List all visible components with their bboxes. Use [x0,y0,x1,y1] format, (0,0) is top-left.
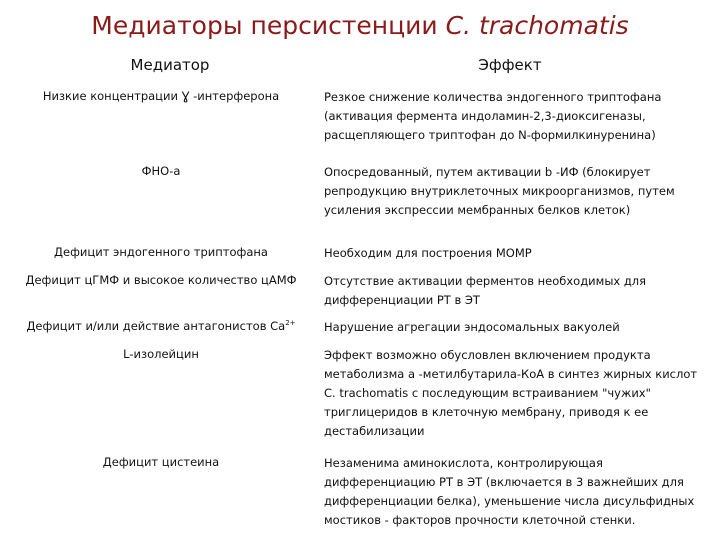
effect-line: дифференциацию РТ в ЭТ (включается в 3 важнейших для [324,475,684,489]
effect-line: Необходим для построения МОМР [324,246,532,260]
effect-cell [324,88,694,145]
effect-line: Отсутствие активации ферментов необходимых для [324,274,647,288]
effect-line: Эффект возможно обусловлен включением продукта [324,348,651,362]
effect-cell [324,244,694,263]
mediator-cell [8,318,314,335]
effect-line: (активация фермента индоламин-2,3-диоксигеназы, [324,109,646,123]
mediator-cell: Низкие концентрации Ɣ -интерферона [42,89,280,103]
effect-cell [324,318,694,337]
effect-line: дифференциации белка), уменьшение числа дисульфидных [324,494,695,508]
effect-line: расщепляющего триптофан до N-формилкинуренина) [324,128,656,142]
mediator-superscript: 2+ [285,319,296,328]
mediator-cell: Дефицит эндогенного триптофана [54,245,268,259]
mediator-cell: ФНО-а [141,164,181,178]
effect-cell [324,163,694,220]
effect-cell [324,346,698,441]
slide-title [0,10,720,42]
title-species: C. trachomatis [445,11,629,40]
title-prefix: Медиаторы персистенции [91,11,446,40]
effect-line: Нарушение агрегации эндосомальных вакуолей [324,320,620,334]
effect-cell [324,454,694,530]
column-header-mediator: Медиатор [130,56,210,74]
effect-line: мостиков - факторов прочности клеточной стенки. [324,513,636,527]
effect-line: дифференциации РТ в ЭТ [324,293,480,307]
effect-line: Незаменима аминокислота, контролирующая [324,456,603,470]
mediator-cell: Дефицит цГМФ и высокое количество цАМФ [25,273,297,287]
mediator-cell: Дефицит цистеина [102,455,220,469]
column-header-effect: Эффект [478,56,542,74]
mediator-text: Дефицит и/или действие антагонистов Са [26,319,286,333]
effect-line: усиления экспрессии мембранных белков клеток) [324,203,631,217]
effect-line: C. trachomatis с последующим встраиванием "чужих" [324,386,651,400]
effect-cell [324,272,694,310]
mediator-cell: L-изолейцин [123,347,199,361]
effect-line: репродукцию внутриклеточных микроорганизмов, путем [324,184,675,198]
effect-line: триглицеридов в клеточную мембрану, приводя к ее [324,405,649,419]
effect-line: Опосредованный, путем активации b -ИФ (блокирует [324,165,651,179]
effect-line: дестабилизации [324,424,425,438]
effect-line: Резкое снижение количества эндогенного триптофана [324,90,662,104]
effect-line: метаболизма а -метилбутарила-КоА в синтез жирных кислот [324,367,698,381]
